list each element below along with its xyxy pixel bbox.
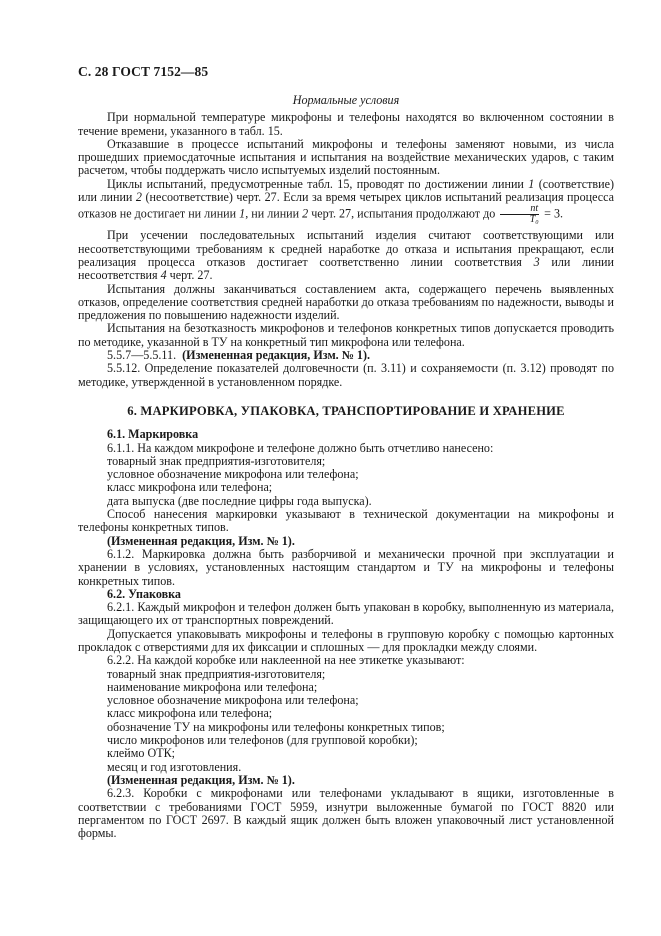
list-item: класс микрофона или телефона;: [107, 706, 273, 721]
text-run: черт. 27, испытания продолжают до: [308, 206, 499, 221]
amendment-note: (Измененная редакция, Изм. № 1).: [107, 772, 295, 787]
paragraph-marking-method: Способ нанесения маркировки указывают в технической документации на микрофоны и телефоны конкретных типов.: [78, 507, 614, 535]
text-run: = 3.: [541, 206, 564, 221]
paragraph-normal-temperature: При нормальной температуре микрофоны и телефоны находятся во включенном состоянии в течение времени, указанного в табл. 15.: [78, 110, 614, 138]
paragraph-611: 6.1.1. На каждом микрофоне и телефоне должно быть отчетливо нанесено:: [107, 440, 494, 455]
fraction-denominator: T₀: [529, 214, 539, 226]
line-number: 3: [533, 254, 540, 269]
paragraph-622: 6.2.2. На каждой коробке или наклеенной на нее этикетке указывают:: [107, 653, 465, 668]
fraction-formula: [500, 204, 539, 225]
list-item: условное обозначение микрофона или телефона;: [107, 467, 359, 482]
paragraph-truncation: [78, 229, 614, 282]
list-item: класс микрофона или телефона;: [107, 480, 273, 495]
document-body: [78, 94, 614, 840]
list-item: обозначение ТУ на микрофоны или телефоны конкретных типов;: [107, 719, 445, 734]
subsection-title-normal-conditions: Нормальные условия: [292, 93, 400, 107]
section-title-6: 6. МАРКИРОВКА, УПАКОВКА, ТРАНСПОРТИРОВАНИЕ И ХРАНЕНИЕ: [127, 403, 565, 418]
paragraph-612: 6.1.2. Маркировка должна быть разборчивой и механически прочной при эксплуатации и хранении в условиях, установленных настоящим стандартом и ТУ на микрофоны и телефоны конкретных типов.: [78, 546, 614, 588]
list-item: клеймо ОТК;: [107, 746, 176, 761]
subsection-title-marking: 6.1. Маркировка: [107, 427, 199, 442]
subsection-title-packaging: 6.2. Упаковка: [107, 586, 181, 601]
fraction-numerator: nt: [500, 204, 539, 215]
text-run: При усечении последовательных испытаний изделия считают соответствующими или несоответствующими требованиям к средней наработке до отказа и испытания прекращают, если реализация процесса отказов достигает соответственно линии соответствия: [78, 228, 614, 269]
paragraph-test-cycles: [78, 178, 614, 226]
paragraph-test-report: Испытания должны заканчиваться составлением акта, содержащего перечень выявленных отказов, определение соответствия средней наработки до отказа требованиям по надежности, выводы и предложения по повышению надежности изделий.: [78, 281, 614, 323]
text-run: черт. 27.: [166, 268, 213, 283]
text-run: (несоответствие) черт. 27. Если за время четырех циклов испытаний реализация процесса отказов не достигает ни линии: [78, 190, 615, 221]
list-item: товарный знак предприятия-изготовителя;: [107, 666, 326, 681]
list-item: условное обозначение микрофона или телефона;: [107, 693, 359, 708]
list-item: товарный знак предприятия-изготовителя;: [107, 453, 326, 468]
text-run: или линии несоответствия: [78, 254, 614, 283]
text-run: Циклы испытаний, предусмотренные табл. 15, проводят по достижении линии: [107, 176, 529, 191]
list-item: месяц и год изготовления.: [107, 759, 242, 774]
line-number: 1: [239, 206, 246, 221]
paragraph-group-packaging: Допускается упаковывать микрофоны и телефоны в групповую коробку с помощью картонных прокладок с отверстиями для их фиксации и сплошных — для прокладки между слоями.: [78, 626, 614, 654]
paragraph-5512: 5.5.12. Определение показателей долговечности (п. 3.11) и сохраняемости (п. 3.12) проводят по методике, утвержденной в установленном порядке.: [78, 361, 614, 389]
page-header: С. 28 ГОСТ 7152—85: [78, 64, 209, 79]
paragraph-amendment-557: [78, 349, 614, 362]
clause-number: 5.5.7—5.5.11.: [107, 348, 177, 363]
list-item: число микрофонов или телефонов (для групповой коробки);: [107, 733, 418, 748]
paragraph-reliability-tests: Испытания на безотказность микрофонов и телефонов конкретных типов допускается проводить по методике, указанной в ТУ на конкретный тип микрофона или телефона.: [78, 321, 614, 349]
paragraph-failed-replacement: Отказавшие в процессе испытаний микрофоны и телефоны заменяют новыми, из числа прошедших приемосдаточные испытания и испытания на воздействие механических ударов, с таким расчетом, чтобы поддержать число испытуемых изделий постоянным.: [78, 136, 614, 178]
line-number: 2: [302, 206, 309, 221]
amendment-note: (Измененная редакция, Изм. № 1).: [182, 348, 371, 363]
line-number: 1: [528, 176, 535, 191]
paragraph-621: 6.2.1. Каждый микрофон и телефон должен быть упакован в коробку, выполненную из материала, защищающего их от транспортных повреждений.: [78, 600, 614, 628]
line-number: 4: [160, 268, 167, 283]
text-run: , ни линии: [245, 206, 303, 221]
amendment-note: (Измененная редакция, Изм. № 1).: [107, 533, 295, 548]
paragraph-623: 6.2.3. Коробки с микрофонами или телефонами укладывают в ящики, изготовленные в соответствии с требованиями ГОСТ 5959, изнутри выложенные бумагой по ГОСТ 8820 или пергаментом по ГОСТ 2697. В каждый ящик должен быть вложен упаковочный лист установленной формы.: [78, 786, 614, 841]
list-item: наименование микрофона или телефона;: [107, 679, 318, 694]
line-number: 2: [135, 190, 142, 205]
text-run: (соответствие) или линии: [78, 176, 614, 205]
list-item: дата выпуска (две последние цифры года выпуска).: [107, 493, 372, 508]
